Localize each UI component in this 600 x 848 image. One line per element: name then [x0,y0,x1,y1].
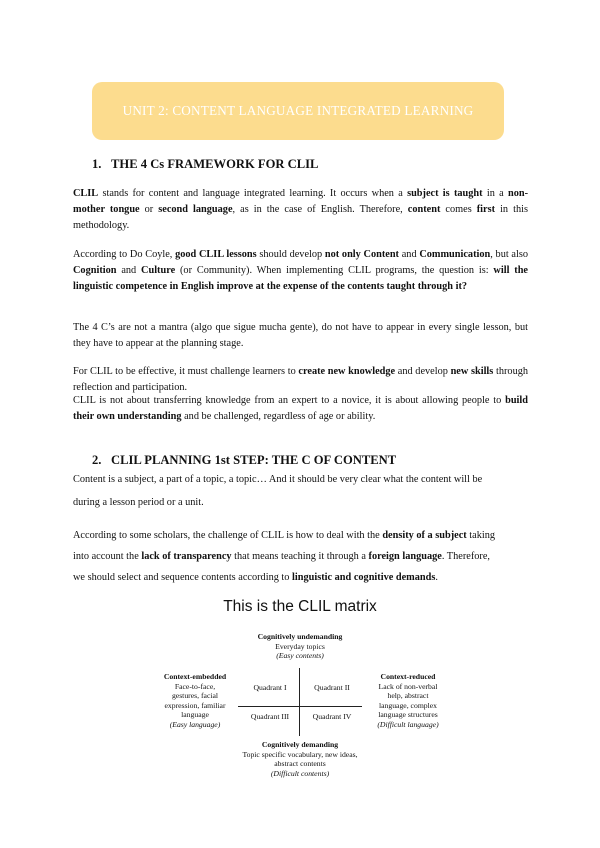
paragraph-effective-clil: For CLIL to be effective, it must challenge learners to create new knowledge and develop new skills through reflection and participation. [73,366,529,393]
paragraph-4cs-mantra: The 4 C’s are not a mantra (algo que sigue mucha gente), do not have to appear in every single lesson, but they have to appear at the planning stage. [73,322,528,349]
matrix-vertical-axis [299,668,300,736]
matrix-top-label: Cognitively undemanding Everyday topics (Easy contents) [257,632,343,661]
section-2-number: 2. [92,453,102,467]
section-1-title: THE 4 Cs FRAMEWORK FOR CLIL [111,157,319,171]
matrix-horizontal-axis [238,706,362,707]
matrix-title: This is the CLIL matrix [223,598,377,615]
content-definition-line-2: during a lesson period or a unit. [73,497,204,508]
matrix-left-label: Context-embedded Face-to-face, gestures, facial expression, familiar language (Easy language) [163,672,227,729]
quadrant-3: Quadrant III [250,712,290,721]
paragraph-clil-definition: CLIL stands for content and language integrated learning. It occurs when a subject is taught in a non-mother tongue or second language, as in the case of English. Therefore, content comes first in this methodology. [73,188,528,231]
section-1-heading [92,157,318,172]
matrix-bottom-label: Cognitively demanding Topic specific vocabulary, new ideas, abstract contents (Difficult contents) [242,740,358,778]
unit-title: UNIT 2: CONTENT LANGUAGE INTEGRATED LEARNING [122,103,474,118]
matrix-right-label: Context-reduced Lack of non-verbal help, abstract language, complex language structures (Difficult language) [377,672,439,729]
quadrant-4: Quadrant IV [312,712,352,721]
scholars-line-1: According to some scholars, the challenge of CLIL is how to deal with the density of a subject taking [73,530,496,541]
section-1-number: 1. [92,157,102,171]
section-2-heading [92,453,396,468]
quadrant-1: Quadrant I [253,683,287,692]
quadrant-2: Quadrant II [314,683,350,692]
section-2-title: CLIL PLANNING 1st STEP: THE C OF CONTENT [111,453,397,467]
paragraph-own-understanding: CLIL is not about transferring knowledge from an expert to a novice, it is about allowing people to build their own understanding and be challenged, regardless of age or ability. [73,395,528,422]
scholars-line-2: into account the lack of transparency that means teaching it through a foreign language. Therefore, [73,551,490,562]
unit-title-banner [92,82,504,140]
paragraph-do-coyle: According to Do Coyle, good CLIL lessons should develop not only Content and Communication, but also Cognition and Culture (or Community). When implementing CLIL programs, the question is: will the linguistic competence in English improve at the expense of the contents taught through it? [73,249,529,292]
scholars-line-3: we should select and sequence contents according to linguistic and cognitive demands. [73,572,438,583]
content-definition-line-1: Content is a subject, a part of a topic, a topic… And it should be very clear what the content will be [73,474,483,485]
